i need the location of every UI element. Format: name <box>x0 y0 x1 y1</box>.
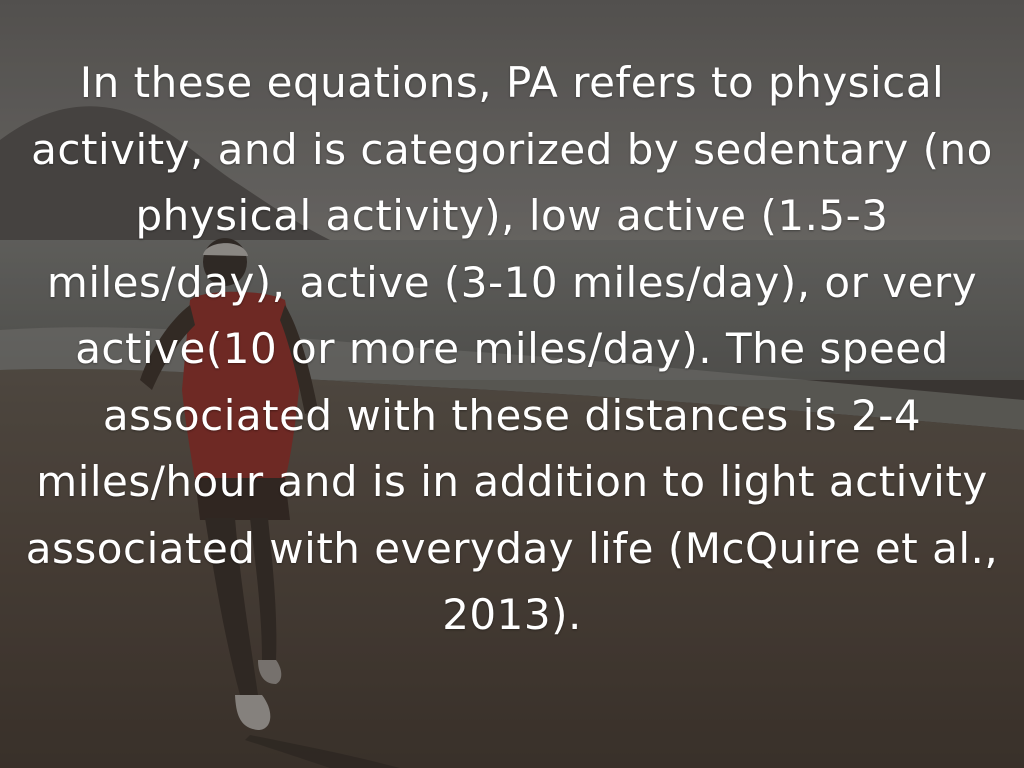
slide-text: In these equations, PA refers to physical activity, and is categorized by sedentary (no physical activity), low active (1.5-3 miles/day), active (3-10 miles/day), or very active(10 or more miles/day). The speed associated with these distances is 2-4 miles/hour and is in addition to light activity associated with everyday life (McQuire et al., 2013). <box>25 58 999 639</box>
